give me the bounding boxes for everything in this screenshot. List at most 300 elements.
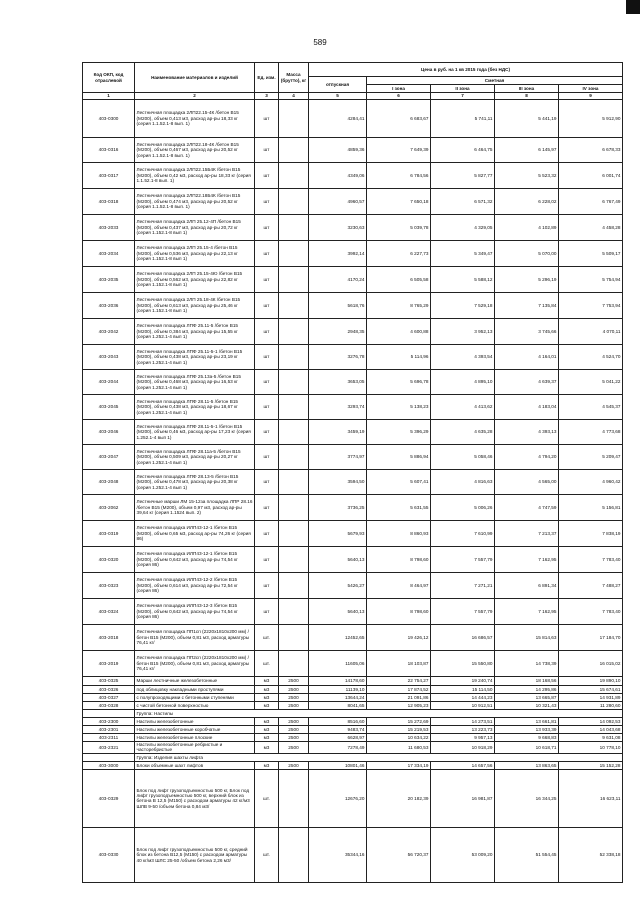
cell-mass	[279, 395, 309, 420]
cell-price-zone-4: 5 509,17	[559, 241, 623, 267]
column-number: 5	[309, 93, 367, 100]
cell-code: 403-0328	[83, 702, 135, 710]
cell-price-zone-3: 5 441,19	[495, 100, 559, 138]
table-row	[83, 686, 623, 694]
cell-price-zone-3: 6 891,34	[495, 573, 559, 599]
cell-price-otpusknaya: 3230,63	[309, 215, 367, 241]
cell-mass	[279, 293, 309, 319]
cell-price-zone-1: 7 650,18	[367, 189, 431, 215]
cell-price-otpusknaya: 8516,60	[309, 718, 367, 726]
cell-price-zone-1: 8 798,60	[367, 547, 431, 573]
cell-name: Лестничная площадка ЛПФ 28.11а-5 /бетон В15 (М200), объем 0,509 м3, расход ар-ры 20,27 кг (серия 1.252.1-4 вып 1)	[135, 445, 255, 470]
cell-price-zone-4: 4 070,11	[559, 319, 623, 345]
cell-code: 403-2044	[83, 370, 135, 395]
cell-unit: шт	[255, 547, 279, 573]
cell-price-zone-4: 16 015,02	[559, 651, 623, 677]
cell-mass	[279, 769, 309, 827]
cell-code: 403-3000	[83, 761, 135, 769]
cell-price-otpusknaya: 11605,06	[309, 651, 367, 677]
cell-code: 403-2047	[83, 445, 135, 470]
cell-price-zone-4: 17 184,70	[559, 625, 623, 651]
cell-price-zone-3: 4 102,89	[495, 215, 559, 241]
cell-price-zone-2: 4 393,54	[431, 345, 495, 370]
table-row	[83, 521, 623, 547]
cell-unit: шт	[255, 267, 279, 293]
cell-unit: шт.	[255, 827, 279, 882]
column-number: 1	[83, 93, 135, 100]
cell-price-otpusknaya: 3653,05	[309, 370, 367, 395]
cell-price-zone-4: 7 753,94	[559, 293, 623, 319]
cell-price-zone-2: 10 912,51	[431, 702, 495, 710]
cell-code: 403-0317	[83, 163, 135, 189]
cell-price-otpusknaya: 5679,93	[309, 521, 367, 547]
cell-price-zone-1: 5 631,55	[367, 495, 431, 521]
cell-mass	[279, 345, 309, 370]
cell-price-zone-3: 18 168,56	[495, 677, 559, 686]
cell-code: 403-0330	[83, 827, 135, 882]
cell-price-zone-3: 4 794,20	[495, 445, 559, 470]
cell-price-zone-4: 5 754,94	[559, 267, 623, 293]
cell-name: Настилы железобетонные плоские	[135, 734, 255, 742]
cell-price-zone-2: 5 588,12	[431, 267, 495, 293]
cell-unit: м3	[255, 742, 279, 754]
cell-price-otpusknaya: 5426,27	[309, 573, 367, 599]
cell-price-zone-3: 4 639,37	[495, 370, 559, 395]
cell-unit: шт	[255, 395, 279, 420]
cell-code: 403-0320	[83, 547, 135, 573]
cell-price-zone-1: 8 798,60	[367, 599, 431, 625]
header-zone-3: III зона	[495, 85, 559, 93]
cell-code: 403-2301	[83, 726, 135, 734]
cell-unit: м3	[255, 677, 279, 686]
cell-price-zone-2: 7 557,79	[431, 547, 495, 573]
cell-price-zone-1: 17 874,52	[367, 686, 431, 694]
cell-price-zone-4: 10 778,10	[559, 742, 623, 754]
cell-name: Блок под лифт грузоподъемностью 500 кг, Блок под лифт грузоподъемностью 500 кг, верхний блок из бетона В 12,5 (М150) с расходом арматуры 42 кг/м3 ШЛВ 9-50 /объем бетона 0,84 м3/	[135, 769, 255, 827]
table-row	[83, 319, 623, 345]
cell-price-zone-2: 4 413,62	[431, 395, 495, 420]
cell-mass	[279, 651, 309, 677]
cell-price-otpusknaya: 3736,25	[309, 495, 367, 521]
cell-price-zone-1: 10 634,22	[367, 734, 431, 742]
table-row	[83, 267, 623, 293]
cell-mass	[279, 241, 309, 267]
cell-price-zone-3: 51 554,45	[495, 827, 559, 882]
table-row	[83, 163, 623, 189]
cell-mass	[279, 599, 309, 625]
cell-price-zone-4: 15 152,28	[559, 761, 623, 769]
table-row	[83, 694, 623, 702]
cell-name: с чистой бетонной поверхностью	[135, 702, 255, 710]
cell-price-otpusknaya: 5618,76	[309, 293, 367, 319]
column-number: 3	[255, 93, 279, 100]
cell-unit: шт	[255, 599, 279, 625]
cell-code: 403-0319	[83, 521, 135, 547]
cell-unit: м3	[255, 686, 279, 694]
table-row	[83, 189, 623, 215]
cell-name: Лестничная площадка ПП1сп (2220х1810х200 мм) /бетон В15 (М200), объем 0,81 м3, расход арматуры 76,41 кг/	[135, 625, 255, 651]
table-row	[83, 215, 623, 241]
cell-price-zone-2: 14 273,51	[431, 718, 495, 726]
cell-price-otpusknaya: 12452,65	[309, 625, 367, 651]
cell-mass	[279, 445, 309, 470]
cell-price-zone-4: 52 338,18	[559, 827, 623, 882]
cell-price-zone-3: 5 070,00	[495, 241, 559, 267]
cell-name: Лестничная площадка ЛПФ 28.13-5 /бетон В15 (М200), объем 0,478 м3, расход ар-ры 20,38 кг (серия 1.252.1-4 вып 1)	[135, 470, 255, 495]
cell-price-zone-2: 4 895,10	[431, 370, 495, 395]
cell-unit: шт	[255, 163, 279, 189]
cell-code: 403-2048	[83, 470, 135, 495]
table-row	[83, 734, 623, 742]
cell-code: 403-2311	[83, 734, 135, 742]
cell-price-otpusknaya: 3774,97	[309, 445, 367, 470]
cell-unit: м3	[255, 694, 279, 702]
table-row	[83, 470, 623, 495]
cell-price-zone-3: 14 738,39	[495, 651, 559, 677]
table-row	[83, 677, 623, 686]
group-title: Группа: Настилы	[135, 710, 623, 718]
cell-price-zone-3: 5 296,19	[495, 267, 559, 293]
cell-mass: 2500	[279, 761, 309, 769]
cell-price-zone-2: 14 657,56	[431, 761, 495, 769]
cell-price-zone-1: 19 426,12	[367, 625, 431, 651]
cell-name: под облицовку накладными проступями	[135, 686, 255, 694]
cell-price-zone-4: 14 092,53	[559, 718, 623, 726]
header-price-title: Цена в руб. на 1 кв 2015 года (без НДС)	[309, 63, 623, 77]
cell-unit: шт	[255, 319, 279, 345]
cell-price-zone-2: 4 816,63	[431, 470, 495, 495]
cell-unit: шт.	[255, 625, 279, 651]
cell-name: Настилы железобетонные коробчатые	[135, 726, 255, 734]
cell-price-zone-4: 4 458,28	[559, 215, 623, 241]
cell-unit: шт.	[255, 651, 279, 677]
table-row	[83, 718, 623, 726]
cell-price-zone-3: 3 745,66	[495, 319, 559, 345]
table-row	[83, 726, 623, 734]
table-row	[83, 445, 623, 470]
cell-price-zone-1: 8 765,29	[367, 293, 431, 319]
group-row	[83, 710, 623, 718]
cell-price-zone-1: 5 886,94	[367, 445, 431, 470]
cell-price-otpusknaya: 4284,41	[309, 100, 367, 138]
cell-price-zone-3: 14 295,86	[495, 686, 559, 694]
cell-mass	[279, 267, 309, 293]
group-empty-cell	[83, 753, 135, 761]
cell-code: 403-0325	[83, 677, 135, 686]
cell-price-otpusknaya: 10801,46	[309, 761, 367, 769]
cell-price-zone-4: 9 631,08	[559, 734, 623, 742]
table-row	[83, 651, 623, 677]
cell-mass	[279, 420, 309, 445]
cell-mass	[279, 370, 309, 395]
table-row	[83, 625, 623, 651]
cell-price-zone-2: 7 529,18	[431, 293, 495, 319]
cell-price-otpusknaya: 7278,49	[309, 742, 367, 754]
cell-name: Лестничная площадка ИЛП43-12-1 /бетон В15 (М200), объем 0,65 м3, расход ар-ры 74,26 кг (серия 86)	[135, 521, 255, 547]
cell-code: 403-0324	[83, 599, 135, 625]
cell-price-zone-3: 4 164,01	[495, 345, 559, 370]
cell-price-zone-4: 14 043,68	[559, 726, 623, 734]
cell-price-zone-4: 5 209,47	[559, 445, 623, 470]
cell-unit: м3	[255, 734, 279, 742]
cell-price-zone-2: 7 557,79	[431, 599, 495, 625]
column-number: 2	[135, 93, 255, 100]
header-zone-4: IV зона	[559, 85, 623, 93]
cell-unit: шт	[255, 495, 279, 521]
cell-mass	[279, 827, 309, 882]
cell-code: 403-2321	[83, 742, 135, 754]
cell-price-otpusknaya: 35344,16	[309, 827, 367, 882]
cell-price-zone-2: 16 686,57	[431, 625, 495, 651]
table-row	[83, 241, 623, 267]
cell-price-zone-3: 13 933,39	[495, 726, 559, 734]
cell-price-zone-4: 4 773,68	[559, 420, 623, 445]
cell-unit: шт	[255, 293, 279, 319]
cell-name: Лестничная площадка ЛПФ 25.13а-5 /бетон В15 (М200), объем 0,468 м3, расход ар-ры 16,53 кг (серия 1.252.1-4 вып 1)	[135, 370, 255, 395]
table-row	[83, 138, 623, 163]
cell-code: 403-2033	[83, 215, 135, 241]
cell-price-zone-2: 5 058,46	[431, 445, 495, 470]
table-row	[83, 761, 623, 769]
cell-price-zone-3: 13 665,87	[495, 694, 559, 702]
cell-price-zone-2: 10 918,29	[431, 742, 495, 754]
cell-unit: шт.	[255, 769, 279, 827]
cell-price-zone-1: 5 039,78	[367, 215, 431, 241]
cell-price-otpusknaya: 3992,14	[309, 241, 367, 267]
cell-mass	[279, 521, 309, 547]
cell-price-zone-4: 6 678,33	[559, 138, 623, 163]
table-row	[83, 293, 623, 319]
cell-price-zone-3: 4 393,13	[495, 420, 559, 445]
column-number: 8	[495, 93, 559, 100]
table-row	[83, 395, 623, 420]
cell-name: Лестничная площадка 2ЛП22.15Б4К /бетон В15 (М200), объем 0,42 м3, расход ар-ры 18,33 кг (серия 1.1.52.1-8 вып. 1)	[135, 163, 255, 189]
cell-mass	[279, 573, 309, 599]
table-row	[83, 742, 623, 754]
cell-mass	[279, 470, 309, 495]
cell-price-zone-3: 16 344,25	[495, 769, 559, 827]
cell-price-zone-3: 6 228,02	[495, 189, 559, 215]
column-number: 7	[431, 93, 495, 100]
header-mass: Масса (брутто), кг	[279, 63, 309, 93]
cell-unit: шт	[255, 189, 279, 215]
cell-price-zone-3: 10 321,43	[495, 702, 559, 710]
cell-price-zone-4: 11 280,60	[559, 702, 623, 710]
cell-price-zone-3: 7 162,95	[495, 599, 559, 625]
cell-price-zone-4: 7 783,40	[559, 547, 623, 573]
cell-price-zone-2: 53 009,20	[431, 827, 495, 882]
cell-code: 403-2036	[83, 293, 135, 319]
cell-price-zone-3: 7 213,37	[495, 521, 559, 547]
cell-price-zone-1: 5 396,29	[367, 420, 431, 445]
cell-unit: шт	[255, 370, 279, 395]
cell-name: Лестничная площадка ПП2сп (2220х1810х200 мм) /бетон В15 (М200), объем 0,81 м3, расход арматуры 76,41 кг/	[135, 651, 255, 677]
cell-price-zone-1: 22 754,27	[367, 677, 431, 686]
cell-price-zone-1: 12 905,23	[367, 702, 431, 710]
cell-price-zone-1: 6 227,73	[367, 241, 431, 267]
cell-mass: 2500	[279, 702, 309, 710]
cell-mass	[279, 319, 309, 345]
cell-price-zone-4: 16 623,11	[559, 769, 623, 827]
cell-price-zone-3: 15 814,63	[495, 625, 559, 651]
cell-price-otpusknaya: 11139,10	[309, 686, 367, 694]
cell-code: 403-0327	[83, 694, 135, 702]
cell-name: Блок под лифт грузоподъемностью 500 кг, средний блок из бетона В12,5 (М150) с расходом арматуры 40 кг/м3 ШЛС 25-50 /объем бетона 2,26 м3/	[135, 827, 255, 882]
cell-code: 403-2042	[83, 319, 135, 345]
cell-unit: м3	[255, 702, 279, 710]
cell-price-zone-2: 5 827,77	[431, 163, 495, 189]
cell-price-zone-2: 15 114,50	[431, 686, 495, 694]
cell-name: Лестничная площадка ИЛП43-12-1 /бетон В15 (М200), объем 0,642 м3, расход ар-ры 74,54 кг (серия 86)	[135, 547, 255, 573]
cell-price-zone-4: 19 890,10	[559, 677, 623, 686]
cell-name: Лестничная площадка ИЛП43-12-3 /бетон В15 (М200), объем 0,642 м3, расход ар-ры 74,54 кг (серия 86)	[135, 599, 255, 625]
table-row	[83, 599, 623, 625]
cell-code: 403-0326	[83, 686, 135, 694]
cell-price-zone-1: 18 103,87	[367, 651, 431, 677]
cell-price-zone-4: 4 524,70	[559, 345, 623, 370]
cell-name: Лестничная площадка 2ЛП 25.15-4 /бетон В15 (М200), объем 0,536 м3, расход ар-ры 22,13 кг (серия 1.152.1-8 вып 1)	[135, 241, 255, 267]
table-row	[83, 495, 623, 521]
cell-mass: 2500	[279, 677, 309, 686]
header-smetnaya: Сметная	[367, 77, 623, 85]
cell-name: Настилы железобетонные ребристые и часторебристые	[135, 742, 255, 754]
cell-price-zone-4: 4 960,42	[559, 470, 623, 495]
cell-unit: м3	[255, 726, 279, 734]
cell-name: Лестничная площадка 2ЛП22.18-4К /бетон В15 (М200), объем 0,467 м3, расход ар-ры 20,52 кг (серия 1.1.52.1-8 вып. 1)	[135, 138, 255, 163]
cell-unit: шт	[255, 573, 279, 599]
cell-mass: 2500	[279, 734, 309, 742]
header-zone-2: II зона	[431, 85, 495, 93]
table-row	[83, 370, 623, 395]
scan-corner-mark	[626, 0, 640, 14]
cell-unit: шт	[255, 470, 279, 495]
cell-unit: шт	[255, 521, 279, 547]
cell-price-zone-1: 5 607,41	[367, 470, 431, 495]
cell-unit: м3	[255, 761, 279, 769]
cell-name: с полупроходящими с бетонными ступенями	[135, 694, 255, 702]
table-body	[83, 100, 623, 883]
cell-price-otpusknaya: 5640,13	[309, 547, 367, 573]
cell-price-zone-4: 6 767,49	[559, 189, 623, 215]
cell-mass	[279, 495, 309, 521]
cell-name: Лестничная площадка 2ЛП 25.18-4К /бетон В15 (М200), объем 0,613 м3, расход ар-ры 25,46 кг (серия 1.152.1-8 вып 1)	[135, 293, 255, 319]
cell-code: 403-2034	[83, 241, 135, 267]
group-title: Группа: Изделия шахты лифта	[135, 753, 623, 761]
cell-code: 403-0323	[83, 573, 135, 599]
cell-name: Лестничная площадка ЛПФ 28.11-5 /бетон В15 (М200), объем 0,438 м3, расход ар-ры 18,67 кг (серия 1.252.1-4 вып 1)	[135, 395, 255, 420]
cell-price-zone-2: 5 006,26	[431, 495, 495, 521]
cell-price-zone-1: 8 464,97	[367, 573, 431, 599]
cell-price-zone-4: 5 156,81	[559, 495, 623, 521]
cell-price-otpusknaya: 6628,97	[309, 734, 367, 742]
cell-price-zone-2: 16 981,87	[431, 769, 495, 827]
cell-name: Лестничная площадка ЛПФ 25.11-5-1 /бетон В15 (М200), объем 0,438 м3, расход ар-ры 23,19 кг (серия 1.252.1-4 вып 1)	[135, 345, 255, 370]
cell-price-otpusknaya: 4859,36	[309, 138, 367, 163]
cell-price-otpusknaya: 3293,74	[309, 395, 367, 420]
header-otpusknaya: отпускная	[309, 77, 367, 93]
cell-name: Лестничные марши ЛМ 15-12за площадка ЛПР 28.16 /бетон В15 (М200), объем 0,97 м3, расход ар-ры 39,64 кг (серия 1.1524 вып. 2)	[135, 495, 255, 521]
cell-price-zone-2: 6 571,32	[431, 189, 495, 215]
cell-name: Лестничная площадка 2ЛП 25.12-4П /бетон В15 (М200), объем 0,437 м3, расход ар-ры 20,72 кг (серия 1.152.1-8 вып 1)	[135, 215, 255, 241]
cell-code: 403-2062	[83, 495, 135, 521]
cell-unit: шт	[255, 445, 279, 470]
cell-unit: шт	[255, 345, 279, 370]
cell-price-zone-1: 5 138,23	[367, 395, 431, 420]
group-row	[83, 753, 623, 761]
cell-price-zone-2: 15 550,80	[431, 651, 495, 677]
cell-price-zone-2: 4 329,05	[431, 215, 495, 241]
cell-price-zone-2: 9 957,13	[431, 734, 495, 742]
cell-price-zone-4: 6 001,74	[559, 163, 623, 189]
cell-code: 403-2019	[83, 651, 135, 677]
cell-price-otpusknaya: 4349,06	[309, 163, 367, 189]
cell-price-otpusknaya: 3459,19	[309, 420, 367, 445]
cell-price-otpusknaya: 5640,13	[309, 599, 367, 625]
cell-mass	[279, 100, 309, 138]
table-row	[83, 769, 623, 827]
cell-price-zone-1: 4 600,88	[367, 319, 431, 345]
cell-unit: шт	[255, 215, 279, 241]
cell-price-zone-2: 3 952,13	[431, 319, 495, 345]
cell-code: 403-0329	[83, 769, 135, 827]
cell-name: Лестничная площадка ЛПФ 25.11-5 /бетон В15 (М200), объем 0,384 м3, расход ар-ры 15,55 кг (серия 1.252.1-4 вып 1)	[135, 319, 255, 345]
cell-mass	[279, 625, 309, 651]
cell-price-otpusknaya: 3276,78	[309, 345, 367, 370]
cell-price-zone-1: 15 272,69	[367, 718, 431, 726]
cell-price-zone-1: 6 683,67	[367, 100, 431, 138]
cell-code: 403-2018	[83, 625, 135, 651]
cell-price-zone-1: 8 860,93	[367, 521, 431, 547]
cell-price-zone-4: 5 912,90	[559, 100, 623, 138]
cell-price-zone-1: 5 696,78	[367, 370, 431, 395]
cell-code: 403-0316	[83, 138, 135, 163]
column-number: 4	[279, 93, 309, 100]
cell-price-zone-3: 7 162,95	[495, 547, 559, 573]
cell-price-zone-1: 15 219,53	[367, 726, 431, 734]
cell-price-zone-1: 56 720,37	[367, 827, 431, 882]
cell-code: 403-2043	[83, 345, 135, 370]
cell-price-zone-1: 21 091,86	[367, 694, 431, 702]
cell-price-zone-1: 6 505,58	[367, 267, 431, 293]
cell-price-zone-2: 7 610,99	[431, 521, 495, 547]
cell-price-otpusknaya: 12676,20	[309, 769, 367, 827]
cell-price-zone-1: 20 182,39	[367, 769, 431, 827]
cell-price-zone-1: 11 680,53	[367, 742, 431, 754]
cell-price-zone-3: 10 618,71	[495, 742, 559, 754]
cell-price-zone-3: 13 863,65	[495, 761, 559, 769]
cell-price-zone-1: 17 334,19	[367, 761, 431, 769]
table-row	[83, 573, 623, 599]
cell-price-zone-3: 6 145,97	[495, 138, 559, 163]
cell-price-zone-2: 5 349,47	[431, 241, 495, 267]
cell-price-otpusknaya: 13644,24	[309, 694, 367, 702]
cell-unit: шт	[255, 420, 279, 445]
cell-unit: м3	[255, 718, 279, 726]
cell-price-zone-4: 5 041,22	[559, 370, 623, 395]
cell-price-zone-4: 7 488,27	[559, 573, 623, 599]
cell-mass: 2500	[279, 694, 309, 702]
cell-price-zone-3: 4 183,04	[495, 395, 559, 420]
group-empty-cell	[83, 710, 135, 718]
cell-name: Лестничная площадка 2ЛП22.15-4К /бетон В15 (М200), объем 0,413 м3, расход ар-ры 18,33 кг (серия 1.1.52.1-8 вып. 1)	[135, 100, 255, 138]
cell-price-otpusknaya: 14178,60	[309, 677, 367, 686]
cell-code: 403-0300	[83, 100, 135, 138]
table-row	[83, 547, 623, 573]
cell-price-otpusknaya: 2948,35	[309, 319, 367, 345]
cell-code: 403-2046	[83, 420, 135, 445]
cell-price-zone-1: 6 784,56	[367, 163, 431, 189]
cell-mass	[279, 189, 309, 215]
